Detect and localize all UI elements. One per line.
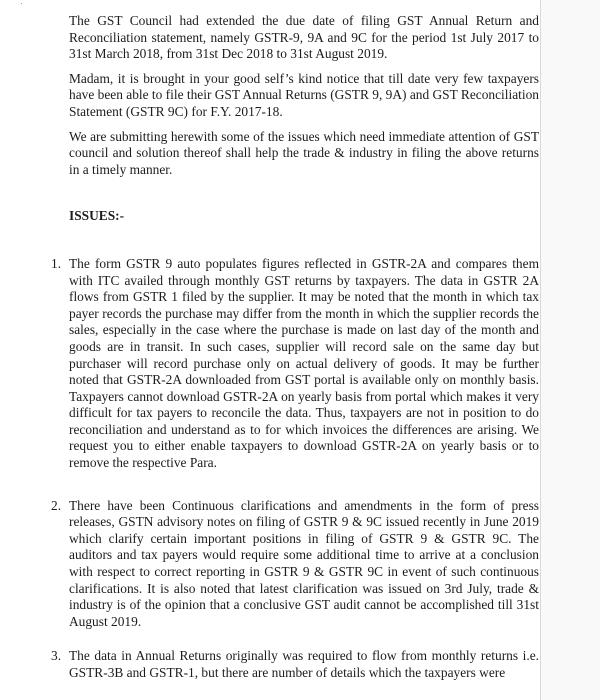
issue-item: [51, 497, 539, 631]
issue-item: [51, 648, 539, 681]
issue-text: The form GSTR 9 auto populates figures reflected in GSTR-2A and compares them with ITC availed through monthly GST returns by taxpayers. The data in GSTR 2A flows from GSTR 1 filed by the supplier. It may be noted that the month in which tax payer records the purchase may differ from the month in which the supplier records the sales, especially in the case where the purchase is made on last day of the month and goods are in transit. In such cases, supplier will record sale on the same day but purchaser will record purchase only on actual delivery of goods. It may be further noted that GSTR-2A downloaded from GST portal is available only on monthly basis. Taxpayers cannot download GSTR-2A on yearly basis from portal which makes it very difficult for tax payers to reconcile the data. Thus, taxpayers are not in position to do reconciliation and understand as to for which invoices the differences are arising. We request you to either enable taxpayers to download GSTR-2A on yearly basis or to remove the respective Para.: [69, 255, 539, 471]
issue-item: [51, 255, 539, 472]
issue-number: 2.: [51, 497, 62, 513]
issue-number: 1.: [51, 255, 62, 271]
right-margin: [541, 0, 600, 700]
issue-text: The data in Annual Returns originally was required to flow from monthly returns i.e. GSTR-3B and GSTR-1, but there are number of details which the taxpayers were: [69, 648, 539, 680]
intro-paragraph-submission: We are submitting herewith some of the issues which need immediate attention of GST council and solution thereof shall help the trade & industry in filing the above returns in a timely manner.: [69, 128, 539, 177]
issue-number: 3.: [51, 648, 62, 664]
intro-paragraph-notice: Madam, it is brought in your good self’s kind notice that till date very few taxpayers have been able to file their GST Annual Returns (GSTR 9, 9A) and GST Reconciliation Statement (GSTR 9C) for F.Y. 2017-18.: [69, 70, 539, 119]
issues-list: [51, 255, 539, 682]
document-body: [51, 13, 539, 682]
intro-paragraph-extension: The GST Council had extended the due date of filing GST Annual Return and Reconciliation statement, namely GSTR-9, 9A and 9C for the period 1st July 2017 to 31st March 2018, from 31st Dec 2018 to 31st August 2019.: [69, 13, 539, 62]
scan-speck: [21, 3, 22, 4]
issue-text: There have been Continuous clarifications and amendments in the form of press releases, GSTN advisory notes on filing of GSTR 9 & 9C issued recently in June 2019 which clarify certain important positions in filing of GSTR 9 & GSTR 9C. The auditors and tax payers would require some additional time to arrive at a conclusion with respect to correct reporting in GSTR 9 & GSTR 9C in event of such continuous clarifications. It is also noted that latest clarification was issued on 3rd July, trade & industry is of the opinion that a conclusive GST audit cannot be accomplished till 31st August 2019.: [69, 497, 539, 629]
issues-heading: ISSUES:-: [69, 208, 125, 224]
